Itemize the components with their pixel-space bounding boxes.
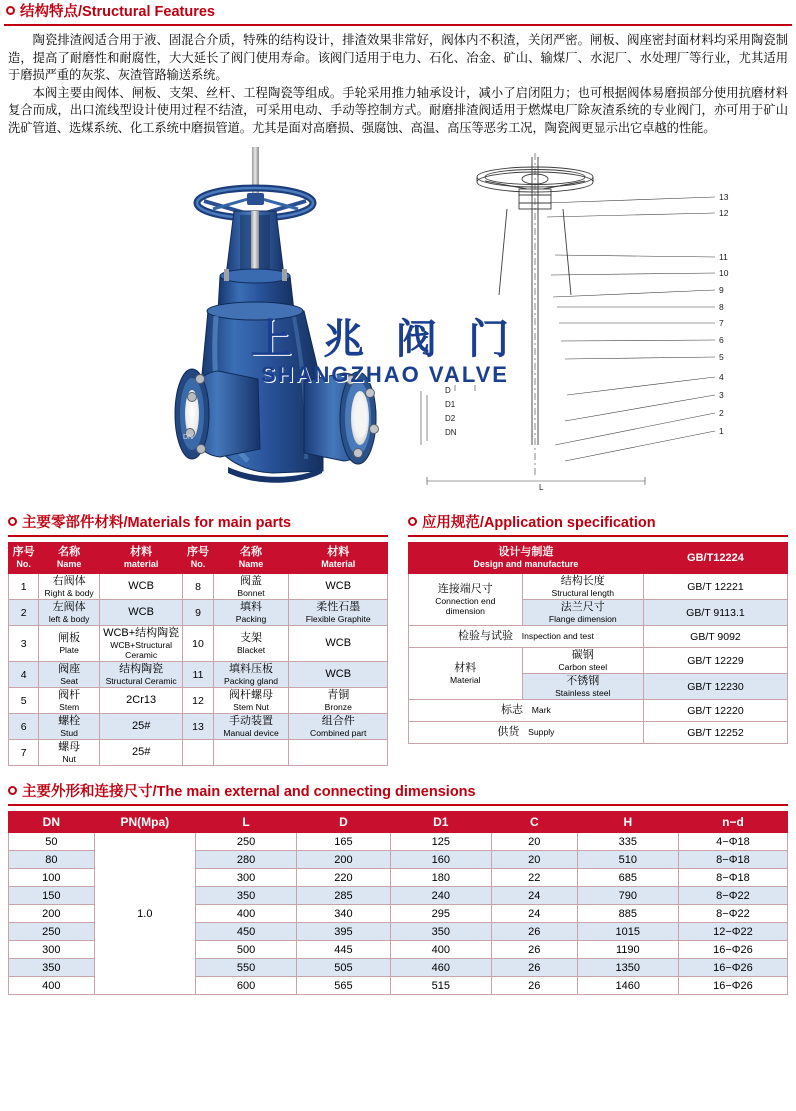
circle-marker-icon: [6, 6, 15, 15]
table-row: 80 280 200 160 20 510 8−Φ18: [9, 851, 788, 869]
svg-text:3: 3: [719, 390, 724, 400]
svg-text:7: 7: [719, 318, 724, 328]
divider-dimensions: [8, 804, 788, 806]
section-title-application: 应用规范/Application specification: [421, 515, 656, 531]
table-row: 不锈钢 Stainless steel GB/T 12230: [408, 674, 787, 700]
watermark-english: SHANGZHAO VALVE: [261, 362, 509, 387]
dimensions-table: [8, 811, 788, 995]
svg-text:L: L: [539, 483, 544, 492]
svg-text:6: 6: [719, 335, 724, 345]
figure-dimension-labels: [445, 386, 544, 492]
table-header-row: DN PN(Mpa) L D D1 C H n−d: [9, 812, 788, 833]
table-row: 7 螺母 Nut 25#: [9, 740, 388, 766]
section-title-materials: 主要零部件材料/Materials for main parts: [22, 515, 292, 531]
circle-marker-icon: [8, 786, 17, 795]
section-header-application: [408, 511, 788, 535]
table-row: 法兰尺寸 Flange dimension GB/T 9113.1: [408, 600, 787, 626]
figure-left-label-dn: DN: [183, 434, 194, 441]
application-section: [408, 511, 788, 744]
section-header-materials: [8, 511, 388, 535]
table-row: 150 350 285 240 24 790 8−Φ22: [9, 887, 788, 905]
intro-paragraph-2: 本阀主要由阀体、闸板、支架、丝杆、工程陶瓷等组成。手轮采用推力轴承设计，减小了启闭阻力；也可根据阀体易磨损部分使用抗磨材料复合而成，出口流线型设计使用过程不结渣，可采用电动、手动等控制方式。耐磨排渣阀适用于燃煤电厂除灰渣系统的专业阀门，亦可用于矿山洗矿管道、选煤系统、化工系统中磨损管道。尤其是面对高磨损、强腐蚀、高温、高压等恶劣工况，陶瓷阀更显示出它卓越的性能。: [8, 85, 788, 135]
circle-marker-icon: [8, 517, 17, 526]
svg-text:8: 8: [719, 302, 724, 312]
table-row: 250 450 395 350 26 1015 12−Φ22: [9, 923, 788, 941]
figure-area: [0, 141, 796, 501]
svg-text:DN: DN: [445, 428, 457, 437]
svg-text:13: 13: [719, 192, 729, 202]
svg-text:D2: D2: [445, 414, 456, 423]
section-header-dimensions: [8, 780, 788, 804]
table-row: 材料 Material 碳钢 Carbon steel GB/T 12229: [408, 648, 787, 674]
svg-text:12: 12: [719, 208, 729, 218]
figure-callout-numbers: [719, 192, 729, 436]
table-row: 5 阀杆 Stem 2Cr13 12 阀杆螺母 Stem Nut 青铜 Bronze: [9, 688, 388, 714]
svg-text:D: D: [445, 386, 451, 395]
table-row: 检验与试验 Inspection and test GB/T 9092: [408, 626, 787, 648]
svg-text:1: 1: [719, 426, 724, 436]
valve-photo-illustration: [108, 141, 408, 496]
table-row: 2 左阀体 left & body WCB 9 填料 Packing 柔性石墨 Flexible Graphite: [9, 600, 388, 626]
svg-text:4: 4: [719, 372, 724, 382]
divider-application: [408, 535, 788, 537]
table-row: 连接端尺寸 Connection end dimension 结构长度 Structural length GB/T 12221: [408, 574, 787, 600]
table-row: 200 400 340 295 24 885 8−Φ22: [9, 905, 788, 923]
table-row: 6 螺栓 Stud 25# 13 手动装置 Manual device 组合件 Combined part: [9, 714, 388, 740]
divider-materials: [8, 535, 388, 537]
tables-row: [0, 511, 796, 766]
svg-text:11: 11: [719, 252, 728, 262]
section-title-features: 结构特点/Structural Features: [20, 4, 215, 20]
section-title-dimensions: 主要外形和连接尺寸/The main external and connecting dimensions: [22, 784, 476, 800]
svg-text:D1: D1: [445, 400, 456, 409]
svg-text:9: 9: [719, 285, 724, 295]
table-header-row: 序号 No. 名称 Name 材料 material 序号 No. 名称 Name 材料 Material: [9, 543, 388, 574]
svg-text:5: 5: [719, 352, 724, 362]
intro-text: [0, 32, 796, 137]
section-header-features: [0, 0, 796, 24]
divider-features: [4, 24, 792, 26]
table-header-row: 设计与制造 Design and manufacture GB/T12224: [408, 543, 787, 574]
table-row: 供货 Supply GB/T 12252: [408, 722, 787, 744]
table-row: 4 阀座 Seat 结构陶瓷 Structural Ceramic 11 填料压板 Packing gland WCB: [9, 662, 388, 688]
table-row: 3 闸板 Plate WCB+结构陶瓷 WCB+Structural Ceramic 10 支架 Blacket WCB: [9, 626, 388, 662]
intro-paragraph-1: 陶瓷排渣阀适合用于液、固混合介质，特殊的结构设计，排渣效果非常好，阀体内不积渣，关闭严密。闸板、阀座密封面材料均采用陶瓷制造，提高了耐磨性和耐腐性，大大延长了阀门使用寿命。该阀门适用于电力、石化、冶金、矿山、输煤厂、水泥厂、水处理厂等行业，尤其适用于磨损严重的灰浆、灰渣管路输送系统。: [8, 33, 788, 82]
materials-section: [8, 511, 388, 766]
svg-text:2: 2: [719, 408, 724, 418]
materials-table: [8, 542, 388, 766]
svg-text:10: 10: [719, 268, 729, 278]
table-row: 350 550 505 460 26 1350 16−Φ26: [9, 959, 788, 977]
table-row: 1 右阀体 Right & body WCB 8 阀盖 Bonnet WCB: [9, 574, 388, 600]
table-row: 50 1.0 250 165 125 20 335 4−Φ18: [9, 833, 788, 851]
table-row: 100 300 220 180 22 685 8−Φ18: [9, 869, 788, 887]
watermark-chinese: 上 兆 阀 门: [250, 316, 520, 362]
dimensions-section: [0, 780, 796, 995]
valve-technical-drawing: [415, 145, 780, 495]
table-row: 300 500 445 400 26 1190 16−Φ26: [9, 941, 788, 959]
circle-marker-icon: [408, 517, 417, 526]
table-row: 标志 Mark GB/T 12220: [408, 700, 787, 722]
application-table: [408, 542, 788, 744]
pn-value-cell: 1.0: [94, 833, 195, 995]
table-row: 400 600 565 515 26 1460 16−Φ26: [9, 977, 788, 995]
